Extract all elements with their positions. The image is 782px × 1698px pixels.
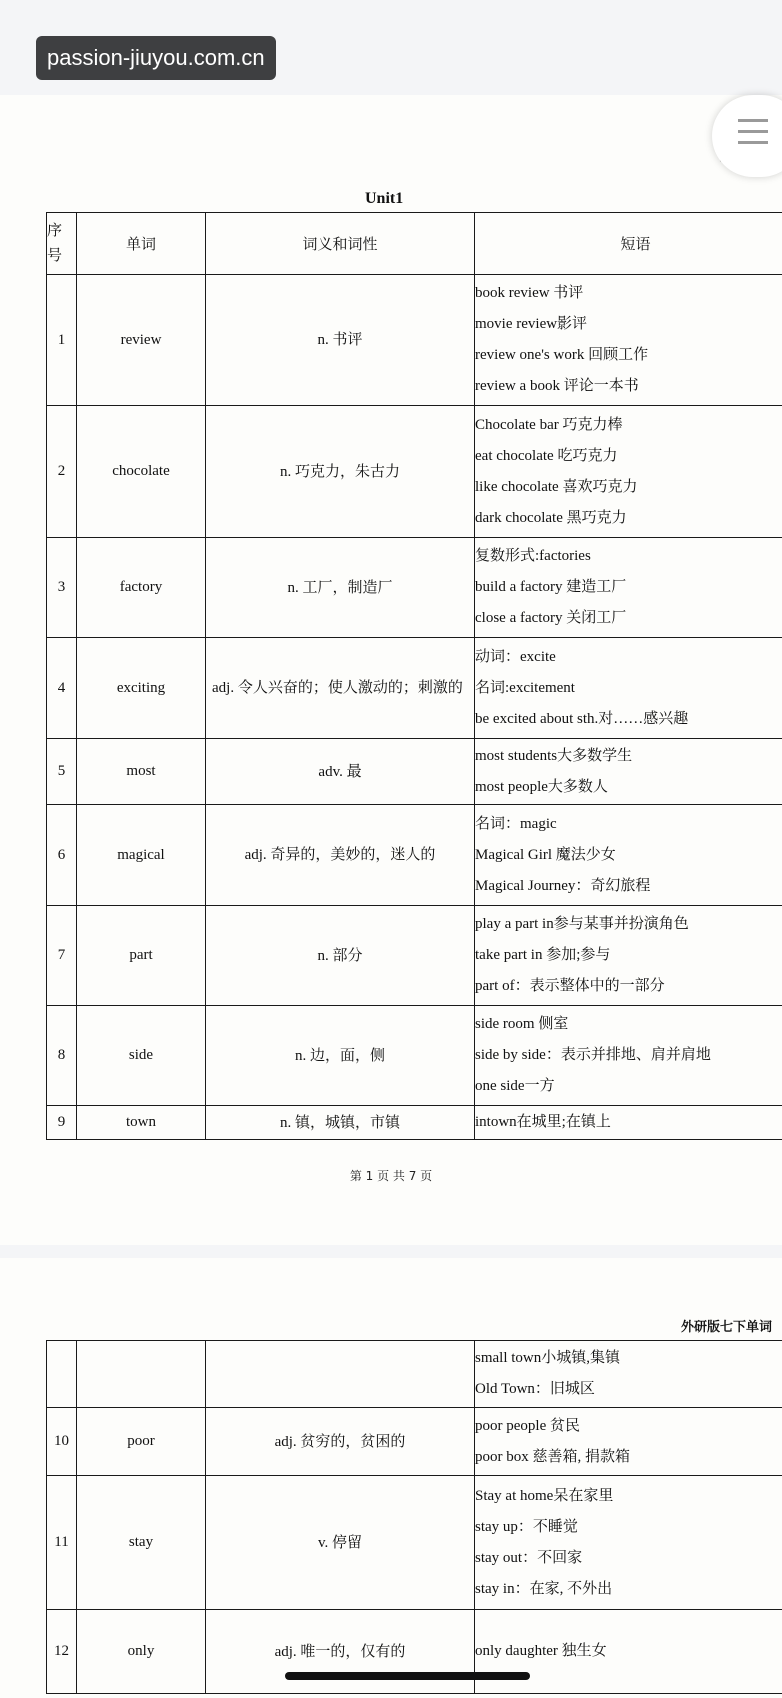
phrases-cell bbox=[475, 1408, 782, 1476]
phrase: intown在城里;在镇上 bbox=[475, 1107, 782, 1138]
phrase: poor box 慈善箱, 捐款箱 bbox=[475, 1442, 782, 1473]
phrase: book review 书评 bbox=[475, 278, 782, 309]
row-number-cell: 7 bbox=[47, 906, 77, 1006]
meaning-cell: adj. 令人兴奋的；使人激动的；刺激的 bbox=[206, 638, 475, 739]
vocabulary-table bbox=[46, 212, 782, 1140]
row-number-cell: 12 bbox=[47, 1610, 77, 1694]
phrases-cell bbox=[475, 406, 782, 538]
meaning-cell: n. 镇，城镇，市镇 bbox=[206, 1106, 475, 1140]
row-number-cell: 5 bbox=[47, 739, 77, 805]
meaning-cell: n. 边，面，侧 bbox=[206, 1006, 475, 1106]
phrase: Magical Girl 魔法少女 bbox=[475, 840, 782, 871]
menu-icon-bar bbox=[738, 130, 768, 133]
table-row bbox=[47, 275, 782, 406]
word-cell: magical bbox=[77, 805, 206, 906]
phrase: only daughter 独生女 bbox=[475, 1636, 782, 1667]
table-row bbox=[47, 1610, 782, 1694]
unit-title: Unit1 bbox=[365, 190, 403, 208]
phrase: most people大多数人 bbox=[475, 772, 782, 803]
meaning-cell: adv. 最 bbox=[206, 739, 475, 805]
phrases-cell bbox=[475, 638, 782, 739]
table-header-row bbox=[47, 213, 782, 275]
column-header: 短语 bbox=[475, 213, 782, 275]
phrase: Old Town：旧城区 bbox=[475, 1374, 782, 1405]
table-row bbox=[47, 1106, 782, 1140]
phrases-cell bbox=[475, 1341, 782, 1408]
phrase: Chocolate bar 巧克力棒 bbox=[475, 410, 782, 441]
table-row bbox=[47, 906, 782, 1006]
phrases-cell bbox=[475, 805, 782, 906]
row-number-cell: 6 bbox=[47, 805, 77, 906]
phrase: 动词：excite bbox=[475, 642, 782, 673]
phrase: Magical Journey：奇幻旅程 bbox=[475, 871, 782, 902]
table-row bbox=[47, 538, 782, 638]
phrase: Stay at home呆在家里 bbox=[475, 1481, 782, 1512]
meaning-cell: adj. 唯一的，仅有的 bbox=[206, 1610, 475, 1694]
meaning-cell bbox=[206, 1341, 475, 1408]
phrase: stay out：不回家 bbox=[475, 1543, 782, 1574]
table-row-continuation bbox=[47, 1341, 782, 1408]
page-footer: 第 1 页 共 7 页 bbox=[0, 1167, 782, 1184]
meaning-cell: n. 书评 bbox=[206, 275, 475, 406]
meaning-cell: v. 停留 bbox=[206, 1476, 475, 1610]
table-row bbox=[47, 1476, 782, 1610]
phrase: dark chocolate 黑巧克力 bbox=[475, 503, 782, 534]
column-header: 词义和词性 bbox=[206, 213, 475, 275]
row-number-cell: 11 bbox=[47, 1476, 77, 1610]
menu-icon-bar bbox=[738, 141, 768, 144]
phrases-cell bbox=[475, 1610, 782, 1694]
vocabulary-table-continued bbox=[46, 1340, 782, 1694]
phrase: be excited about sth.对……感兴趣 bbox=[475, 704, 782, 735]
phrase: movie review影评 bbox=[475, 309, 782, 340]
phrases-cell bbox=[475, 1106, 782, 1140]
meaning-cell: adj. 贫穷的，贫困的 bbox=[206, 1408, 475, 1476]
meaning-cell: n. 工厂，制造厂 bbox=[206, 538, 475, 638]
phrase: part of：表示整体中的一部分 bbox=[475, 971, 782, 1002]
page-header-label: 外研版七下单词 bbox=[681, 1316, 772, 1335]
word-cell: stay bbox=[77, 1476, 206, 1610]
table-row bbox=[47, 739, 782, 805]
phrases-cell bbox=[475, 906, 782, 1006]
phrase: eat chocolate 吃巧克力 bbox=[475, 441, 782, 472]
phrases-cell bbox=[475, 1006, 782, 1106]
word-cell bbox=[77, 1341, 206, 1408]
word-cell: most bbox=[77, 739, 206, 805]
meaning-cell: adj. 奇异的，美妙的，迷人的 bbox=[206, 805, 475, 906]
word-cell: town bbox=[77, 1106, 206, 1140]
row-number-cell: 1 bbox=[47, 275, 77, 406]
row-number-cell: 2 bbox=[47, 406, 77, 538]
phrase: stay up：不睡觉 bbox=[475, 1512, 782, 1543]
phrase: small town小城镇,集镇 bbox=[475, 1343, 782, 1374]
phrase: review one's work 回顾工作 bbox=[475, 340, 782, 371]
phrase: review a book 评论一本书 bbox=[475, 371, 782, 402]
row-number-cell bbox=[47, 1341, 77, 1408]
row-number-cell: 3 bbox=[47, 538, 77, 638]
phrase: 名词：magic bbox=[475, 809, 782, 840]
phrase: play a part in参与某事并扮演角色 bbox=[475, 909, 782, 940]
site-watermark-badge: passion-jiuyou.com.cn bbox=[36, 36, 276, 80]
column-header: 单词 bbox=[77, 213, 206, 275]
phrase: side by side：表示并排地、肩并肩地 bbox=[475, 1040, 782, 1071]
phrase: stay in：在家, 不外出 bbox=[475, 1574, 782, 1605]
table-row bbox=[47, 406, 782, 538]
phrase: poor people 贫民 bbox=[475, 1411, 782, 1442]
table-row bbox=[47, 1408, 782, 1476]
phrases-cell bbox=[475, 739, 782, 805]
word-cell: review bbox=[77, 275, 206, 406]
row-number-cell: 9 bbox=[47, 1106, 77, 1140]
word-cell: poor bbox=[77, 1408, 206, 1476]
phrase: like chocolate 喜欢巧克力 bbox=[475, 472, 782, 503]
menu-icon-bar bbox=[738, 119, 768, 122]
row-number-cell: 8 bbox=[47, 1006, 77, 1106]
word-cell: chocolate bbox=[77, 406, 206, 538]
word-cell: part bbox=[77, 906, 206, 1006]
home-indicator[interactable] bbox=[285, 1672, 530, 1680]
phrase: build a factory 建造工厂 bbox=[475, 572, 782, 603]
phrase: 名词:excitement bbox=[475, 673, 782, 704]
word-cell: only bbox=[77, 1610, 206, 1694]
word-cell: factory bbox=[77, 538, 206, 638]
meaning-cell: n. 部分 bbox=[206, 906, 475, 1006]
table-row bbox=[47, 805, 782, 906]
meaning-cell: n. 巧克力，朱古力 bbox=[206, 406, 475, 538]
column-header: 序号 bbox=[47, 213, 77, 275]
phrase: side room 侧室 bbox=[475, 1009, 782, 1040]
table-row bbox=[47, 638, 782, 739]
phrases-cell bbox=[475, 538, 782, 638]
phrases-cell bbox=[475, 275, 782, 406]
row-number-cell: 10 bbox=[47, 1408, 77, 1476]
phrase: close a factory 关闭工厂 bbox=[475, 603, 782, 634]
phrase: take part in 参加;参与 bbox=[475, 940, 782, 971]
phrase: most students大多数学生 bbox=[475, 741, 782, 772]
phrase: 复数形式:factories bbox=[475, 541, 782, 572]
word-cell: exciting bbox=[77, 638, 206, 739]
row-number-cell: 4 bbox=[47, 638, 77, 739]
phrase: one side一方 bbox=[475, 1071, 782, 1102]
phrases-cell bbox=[475, 1476, 782, 1610]
word-cell: side bbox=[77, 1006, 206, 1106]
table-row bbox=[47, 1006, 782, 1106]
